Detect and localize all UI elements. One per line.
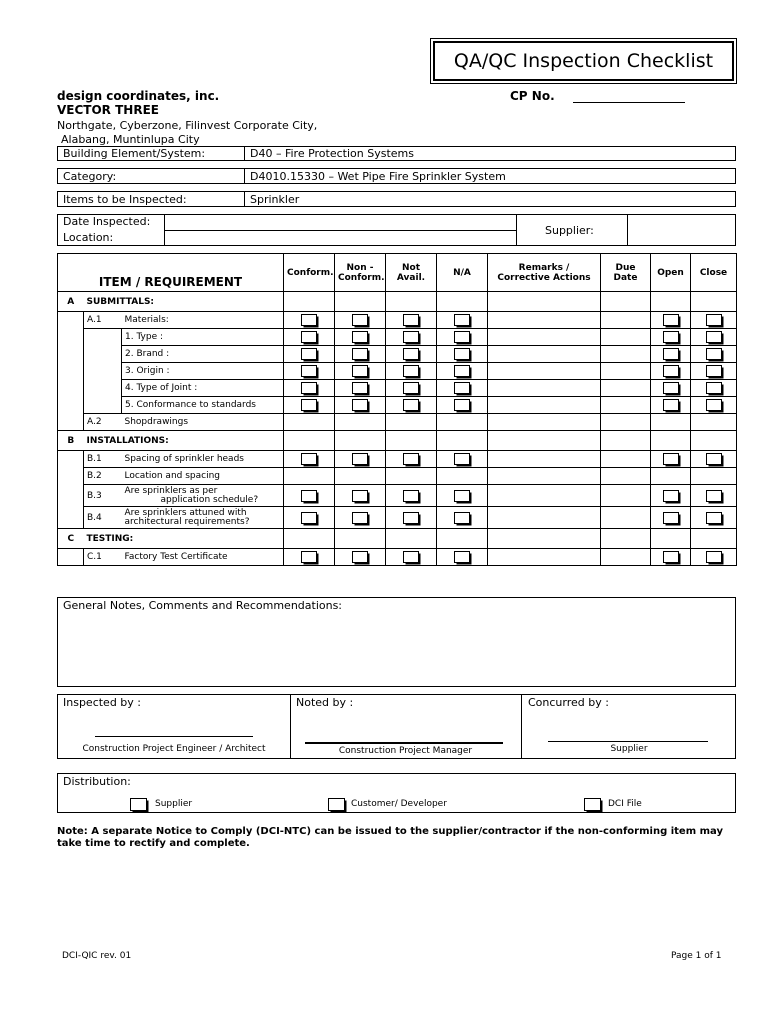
row-code: B.4 (84, 507, 122, 529)
checkbox[interactable] (352, 331, 368, 343)
date-location-block (57, 214, 736, 246)
table-row (58, 549, 737, 566)
inspected-by-label: Inspected by : (63, 696, 141, 709)
footer-page: Page 1 of 1 (671, 951, 722, 961)
checkbox[interactable] (706, 399, 722, 411)
due-date-cell[interactable] (601, 329, 651, 346)
table-row (58, 468, 737, 485)
checkbox[interactable] (403, 348, 419, 360)
checkbox[interactable] (454, 365, 470, 377)
checkbox[interactable] (301, 365, 317, 377)
building-element-label: Building Element/System: (63, 147, 206, 160)
due-date-cell[interactable] (601, 312, 651, 329)
distribution-label: Distribution: (63, 775, 131, 788)
concurred-by-label: Concurred by : (528, 696, 609, 709)
checkbox[interactable] (663, 365, 679, 377)
signature-block (57, 694, 736, 759)
remarks-cell[interactable] (488, 468, 601, 485)
checkbox[interactable] (663, 490, 679, 502)
remarks-cell[interactable] (488, 329, 601, 346)
checkbox[interactable] (301, 331, 317, 343)
row-label: Shopdrawings (122, 414, 284, 431)
checkbox[interactable] (301, 512, 317, 524)
checkbox[interactable] (454, 490, 470, 502)
noted-by-role: Construction Project Manager (338, 746, 473, 756)
checkbox[interactable] (352, 453, 368, 465)
remarks-cell[interactable] (488, 312, 601, 329)
row-label: 2. Brand : (122, 346, 284, 363)
row-label: Are sprinklers as per application schedule? (122, 485, 284, 507)
table-header (58, 254, 737, 292)
checkbox[interactable] (403, 551, 419, 563)
items-label: Items to be Inspected: (63, 193, 187, 206)
distribution-block (57, 773, 736, 813)
section-title: TESTING: (84, 529, 284, 549)
category-row (57, 168, 736, 184)
footer-revision: DCI-QIC rev. 01 (62, 951, 132, 961)
checkbox[interactable] (454, 348, 470, 360)
building-element-value[interactable]: D40 – Fire Protection Systems (250, 147, 414, 160)
row-label: 4. Type of Joint : (122, 380, 284, 397)
checkbox[interactable] (454, 551, 470, 563)
section-a (58, 292, 737, 312)
distribution-dci-label: DCI File (608, 799, 642, 809)
checkbox[interactable] (706, 331, 722, 343)
distribution-supplier-checkbox[interactable] (130, 798, 147, 811)
checkbox[interactable] (663, 399, 679, 411)
remarks-cell[interactable] (488, 397, 601, 414)
row-code: B.1 (84, 451, 122, 468)
table-row (58, 414, 737, 431)
checkbox[interactable] (403, 382, 419, 394)
company-name: design coordinates, inc. (57, 89, 220, 103)
items-row (57, 191, 736, 207)
checkbox[interactable] (301, 382, 317, 394)
concurred-by-role: Supplier (610, 744, 648, 754)
checkbox[interactable] (403, 512, 419, 524)
general-notes-box[interactable] (57, 597, 736, 687)
concurred-by-signature-line[interactable] (548, 741, 708, 742)
document-title: QA/QC Inspection Checklist (433, 41, 734, 81)
checkbox[interactable] (706, 348, 722, 360)
table-row (58, 329, 737, 346)
checkbox[interactable] (706, 382, 722, 394)
checkbox[interactable] (352, 512, 368, 524)
checkbox[interactable] (352, 348, 368, 360)
noted-by-signature-line[interactable] (305, 742, 503, 744)
checkbox[interactable] (352, 314, 368, 326)
checkbox[interactable] (454, 453, 470, 465)
checkbox[interactable] (403, 490, 419, 502)
due-date-cell[interactable] (601, 485, 651, 507)
checkbox[interactable] (454, 314, 470, 326)
due-date-cell[interactable] (601, 363, 651, 380)
row-code: A.1 (84, 312, 122, 329)
checkbox[interactable] (663, 453, 679, 465)
checkbox[interactable] (301, 399, 317, 411)
due-date-cell[interactable] (601, 451, 651, 468)
remarks-cell[interactable] (488, 414, 601, 431)
checkbox[interactable] (663, 382, 679, 394)
checkbox[interactable] (403, 331, 419, 343)
section-title: INSTALLATIONS: (84, 431, 284, 451)
row-label: Location and spacing (122, 468, 284, 485)
table-row (58, 485, 737, 507)
checkbox[interactable] (352, 551, 368, 563)
checkbox[interactable] (301, 490, 317, 502)
noted-by-label: Noted by : (296, 696, 354, 709)
table-row (58, 451, 737, 468)
checkbox[interactable] (454, 382, 470, 394)
checkbox[interactable] (403, 399, 419, 411)
category-value[interactable]: D4010.15330 – Wet Pipe Fire Sprinkler System (250, 170, 506, 183)
checkbox[interactable] (301, 348, 317, 360)
section-letter: C (58, 529, 84, 549)
checkbox[interactable] (663, 331, 679, 343)
row-code: B.3 (84, 485, 122, 507)
category-label: Category: (63, 170, 117, 183)
section-letter: A (58, 292, 84, 312)
distribution-supplier-label: Supplier (155, 799, 193, 809)
checkbox[interactable] (663, 512, 679, 524)
remarks-cell[interactable] (488, 451, 601, 468)
table-row (58, 397, 737, 414)
table-row (58, 312, 737, 329)
row-label: Spacing of sprinkler heads (122, 451, 284, 468)
checklist-table (57, 253, 737, 566)
location-label: Location: (63, 231, 114, 244)
supplier-label: Supplier: (545, 224, 594, 237)
checkbox[interactable] (706, 453, 722, 465)
distribution-customer-label: Customer/ Developer (351, 799, 447, 809)
checkbox[interactable] (403, 314, 419, 326)
due-date-cell[interactable] (601, 549, 651, 566)
row-label: 1. Type : (122, 329, 284, 346)
table-row (58, 363, 737, 380)
remarks-cell[interactable] (488, 549, 601, 566)
row-label: Are sprinklers attuned with architectural requirements? (122, 507, 284, 529)
remarks-cell[interactable] (488, 485, 601, 507)
remarks-cell[interactable] (488, 380, 601, 397)
checkbox[interactable] (454, 399, 470, 411)
row-label: Factory Test Certificate (122, 549, 284, 566)
location-field[interactable] (164, 230, 517, 246)
checkbox[interactable] (352, 399, 368, 411)
distribution-dci-checkbox[interactable] (584, 798, 601, 811)
table-row (58, 346, 737, 363)
checkbox[interactable] (352, 365, 368, 377)
distribution-customer-checkbox[interactable] (328, 798, 345, 811)
checkbox[interactable] (403, 453, 419, 465)
checkbox[interactable] (301, 453, 317, 465)
checkbox[interactable] (706, 365, 722, 377)
date-inspected-label: Date Inspected: (63, 215, 151, 228)
row-label: 5. Conformance to standards (122, 397, 284, 414)
remarks-cell[interactable] (488, 507, 601, 529)
due-date-cell[interactable] (601, 468, 651, 485)
items-value[interactable]: Sprinkler (250, 193, 300, 206)
checkbox[interactable] (663, 348, 679, 360)
note-text: Note: A separate Notice to Comply (DCI-NTC) can be issued to the supplier/contractor if the non-conforming item may take time to rectify and complete. (57, 826, 723, 849)
checkbox[interactable] (301, 551, 317, 563)
header-item: ITEM / REQUIREMENT (58, 254, 284, 292)
checkbox[interactable] (706, 551, 722, 563)
header-due-date: Due Date (601, 254, 651, 292)
row-code: C.1 (84, 549, 122, 566)
checkbox[interactable] (706, 314, 722, 326)
table-row (58, 380, 737, 397)
remarks-cell[interactable] (488, 346, 601, 363)
checkbox[interactable] (663, 314, 679, 326)
date-inspected-field[interactable] (164, 214, 517, 231)
checkbox[interactable] (706, 512, 722, 524)
checkbox[interactable] (454, 331, 470, 343)
due-date-cell[interactable] (601, 346, 651, 363)
row-code: A.2 (84, 414, 122, 431)
checkbox[interactable] (403, 365, 419, 377)
checkbox[interactable] (663, 551, 679, 563)
table-row (58, 507, 737, 529)
checkbox[interactable] (706, 490, 722, 502)
remarks-cell[interactable] (488, 363, 601, 380)
company-address-line1: Northgate, Cyberzone, Filinvest Corporate City, (57, 119, 318, 132)
row-code: B.2 (84, 468, 122, 485)
header-remarks: Remarks / Corrective Actions (488, 254, 601, 292)
row-label: Materials: (122, 312, 284, 329)
inspected-by-signature-line[interactable] (95, 736, 253, 737)
section-c (58, 529, 737, 549)
inspected-by-role: Construction Project Engineer / Architect (82, 744, 266, 754)
due-date-cell[interactable] (601, 507, 651, 529)
header-not-avail: Not Avail. (386, 254, 437, 292)
checkbox[interactable] (352, 490, 368, 502)
due-date-cell[interactable] (601, 414, 651, 431)
due-date-cell[interactable] (601, 397, 651, 414)
header-conform: Conform. (284, 254, 335, 292)
header-open: Open (651, 254, 691, 292)
checkbox[interactable] (454, 512, 470, 524)
section-b (58, 431, 737, 451)
section-title: SUBMITTALS: (84, 292, 284, 312)
header-nonconform: Non - Conform. (335, 254, 386, 292)
checkbox[interactable] (352, 382, 368, 394)
supplier-field[interactable] (627, 214, 628, 246)
header-na: N/A (437, 254, 488, 292)
due-date-cell[interactable] (601, 380, 651, 397)
building-element-row (57, 146, 736, 161)
company-address-line2: Alabang, Muntinlupa City (61, 133, 200, 146)
section-letter: B (58, 431, 84, 451)
checkbox[interactable] (301, 314, 317, 326)
row-label: 3. Origin : (122, 363, 284, 380)
general-notes-label: General Notes, Comments and Recommendations: (63, 599, 343, 612)
cp-no-field[interactable] (573, 102, 685, 103)
company-division: VECTOR THREE (57, 103, 159, 117)
header-close: Close (691, 254, 737, 292)
cp-no-label: CP No. (510, 89, 555, 103)
